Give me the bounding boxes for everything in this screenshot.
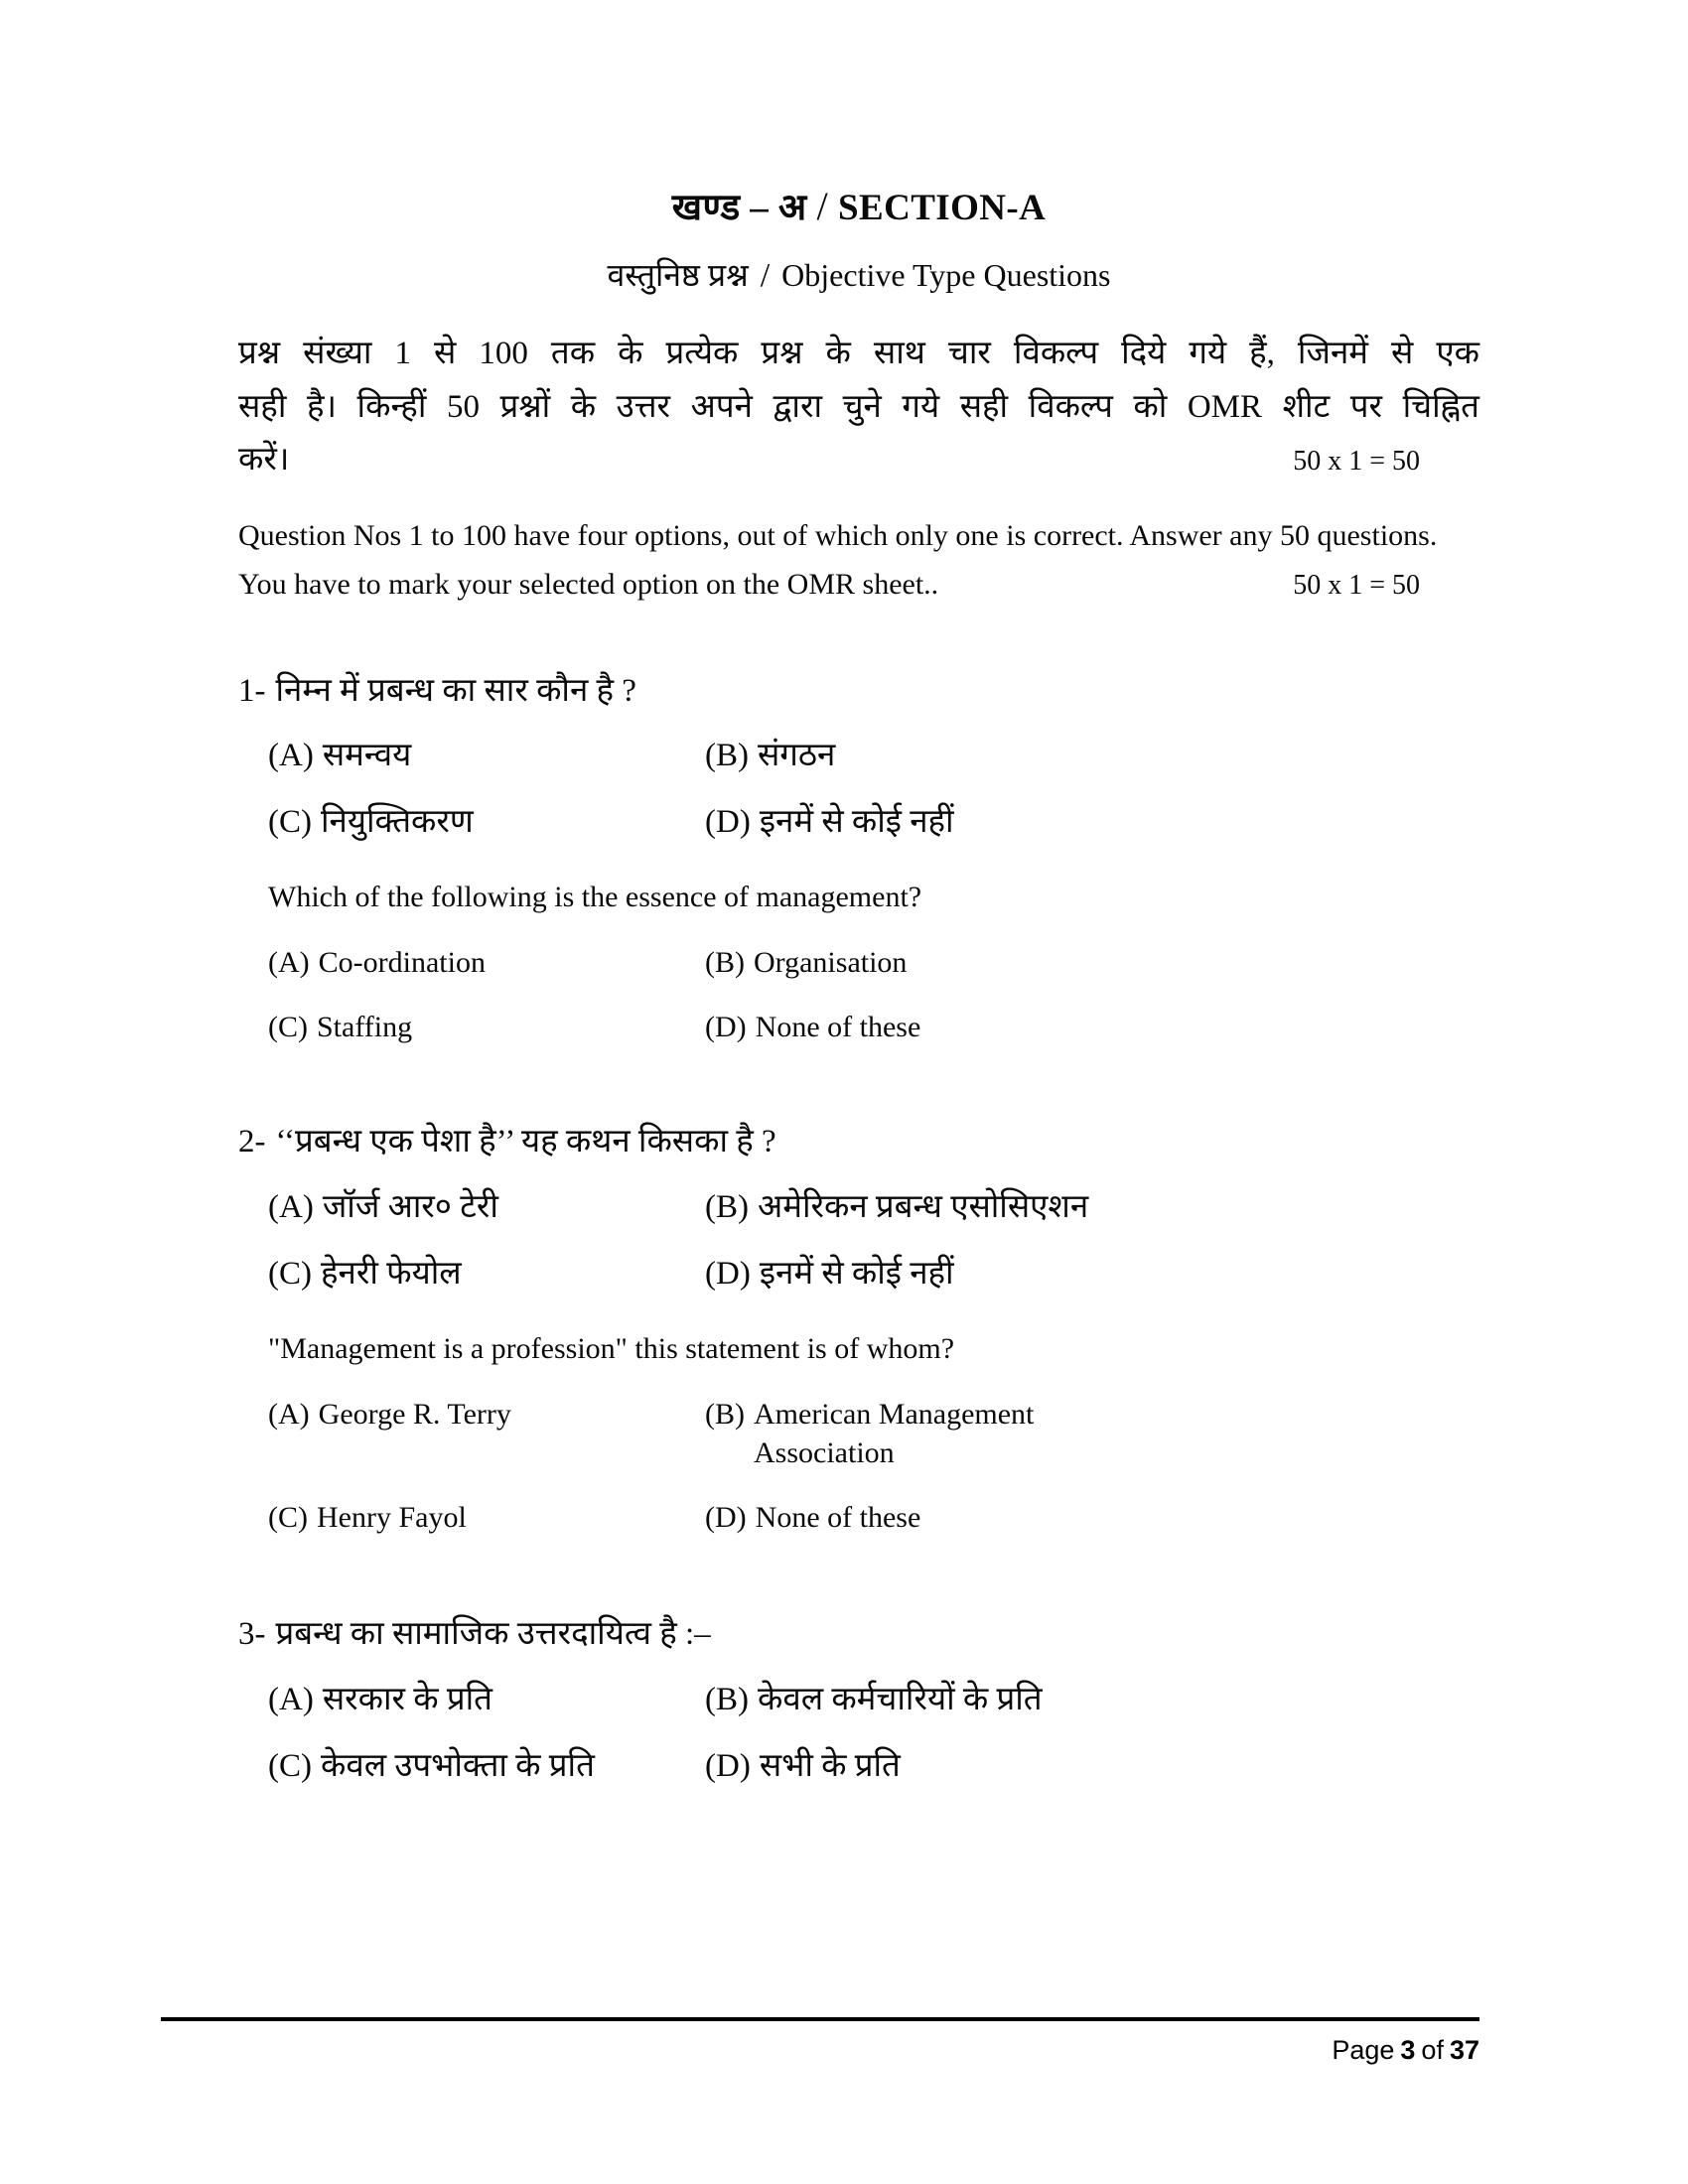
option-text: संगठन <box>758 738 836 774</box>
question-3-options-hindi <box>268 1679 1479 1788</box>
instructions-english-line-2: You have to mark your selected option on the OMR sheet.. <box>238 568 939 602</box>
option-row <box>268 1395 1479 1472</box>
instructions-english-line-2-row <box>238 561 1479 610</box>
option-label: (A) <box>268 1398 310 1432</box>
option-label: (A) <box>268 1189 314 1225</box>
option-text: नियुक्तिकरण <box>321 804 474 841</box>
question-1 <box>238 669 1479 1047</box>
footer-page-word: Page <box>1332 2035 1395 2065</box>
option-row <box>268 1745 1479 1788</box>
option-label: (B) <box>705 1189 749 1225</box>
question-2-option-hi-c[interactable] <box>268 1253 705 1296</box>
question-2 <box>238 1120 1479 1537</box>
option-row <box>268 943 1479 982</box>
question-1-options-english <box>268 943 1479 1046</box>
option-label: (D) <box>705 1255 751 1292</box>
option-text: George R. Terry <box>318 1398 511 1432</box>
option-row <box>268 1186 1479 1229</box>
page-content <box>238 0 1479 1788</box>
instructions-hindi-marks: 50 x 1 = 50 <box>1293 445 1420 477</box>
option-text: Henry Fayol <box>317 1501 467 1535</box>
option-label: (C) <box>268 1747 312 1784</box>
question-3 <box>238 1612 1479 1787</box>
question-3-option-hi-d[interactable] <box>705 1745 1142 1788</box>
option-label: (A) <box>268 1681 314 1717</box>
question-2-option-en-c[interactable] <box>268 1498 705 1537</box>
option-text: सभी के प्रति <box>759 1747 901 1784</box>
question-2-options-english <box>268 1395 1479 1537</box>
question-2-number: 2- <box>238 1124 266 1160</box>
question-3-option-hi-c[interactable] <box>268 1745 705 1788</box>
instructions-english-line-1: Question Nos 1 to 100 have four options, out of which only one is correct. Answer any 50 questions. <box>238 519 1438 553</box>
option-label: (B) <box>705 738 749 774</box>
option-label: (A) <box>268 738 314 774</box>
question-1-option-hi-a[interactable] <box>268 735 705 777</box>
question-3-stem-hindi-row <box>238 1612 1479 1657</box>
option-text: इनमें से कोई नहीं <box>759 1255 954 1292</box>
section-subtitle-hindi: वस्तुनिष्ठ प्रश्न <box>607 256 749 293</box>
question-1-option-en-a[interactable] <box>268 943 705 982</box>
option-label: (D) <box>705 1747 751 1784</box>
option-label: (C) <box>268 1011 308 1044</box>
section-heading <box>238 185 1479 229</box>
option-label: (D) <box>705 1011 747 1044</box>
instructions-hindi-line-3: करें। <box>238 441 290 478</box>
page-footer <box>161 2017 1479 2066</box>
footer-of-word: of <box>1421 2035 1444 2065</box>
question-1-option-en-d[interactable] <box>705 1008 1142 1046</box>
option-row <box>268 1008 1479 1046</box>
instructions-hindi-line-1: प्रश्न संख्या 1 से 100 तक के प्रत्येक प्रश्न के साथ चार विकल्प दिये गये हैं, जिनमें से एक <box>238 336 1479 372</box>
section-subtitle <box>238 257 1479 294</box>
option-text: केवल उपभोक्ता के प्रति <box>321 1747 595 1784</box>
option-label: (A) <box>268 946 310 980</box>
option-text: केवल कर्मचारियों के प्रति <box>758 1681 1043 1717</box>
question-3-number: 3- <box>238 1616 266 1653</box>
option-label: (C) <box>268 1501 308 1535</box>
question-2-option-en-a[interactable] <box>268 1395 705 1472</box>
option-text: समन्वय <box>322 738 412 774</box>
question-2-option-hi-d[interactable] <box>705 1253 1142 1296</box>
question-1-option-en-c[interactable] <box>268 1008 705 1046</box>
question-1-option-en-b[interactable] <box>705 943 1142 982</box>
option-label: (D) <box>705 804 751 841</box>
option-label: (D) <box>705 1501 747 1535</box>
question-1-stem-english: Which of the following is the essence of management? <box>268 880 922 913</box>
instructions-english <box>238 512 1479 609</box>
question-2-stem-hindi: ‘‘प्रबन्ध एक पेशा है’’ यह कथन किसका है ? <box>275 1124 776 1160</box>
question-2-stem-hindi-row <box>238 1120 1479 1164</box>
option-text: Organisation <box>754 946 908 980</box>
question-2-option-en-b[interactable] <box>705 1395 1142 1472</box>
page-number-indicator <box>161 2035 1479 2066</box>
option-label: (C) <box>268 804 312 841</box>
question-1-stem-hindi-row <box>238 669 1479 714</box>
section-heading-hindi: खण्ड – अ <box>671 188 807 228</box>
footer-total-pages: 37 <box>1449 2035 1479 2065</box>
question-2-stem-english: "Management is a profession" this statement is of whom? <box>268 1331 955 1365</box>
question-2-options-hindi <box>268 1186 1479 1296</box>
option-text: American Management Association <box>754 1398 1035 1470</box>
question-1-option-hi-d[interactable] <box>705 801 1142 844</box>
footer-page-number: 3 <box>1400 2035 1416 2065</box>
question-2-option-hi-a[interactable] <box>268 1186 705 1229</box>
option-row <box>268 735 1479 777</box>
section-heading-separator: / <box>816 184 829 228</box>
question-3-option-hi-a[interactable] <box>268 1679 705 1721</box>
option-text: इनमें से कोई नहीं <box>759 804 954 841</box>
option-text: अमेरिकन प्रबन्ध एसोसिएशन <box>758 1189 1089 1225</box>
instructions-english-marks: 50 x 1 = 50 <box>1293 570 1420 602</box>
question-1-option-hi-b[interactable] <box>705 735 1142 777</box>
option-text: Co-ordination <box>318 946 486 980</box>
instructions-hindi-line-2: सही है। किन्हीं 50 प्रश्नों के उत्तर अपने द्वारा चुने गये सही विकल्प को OMR शीट पर चिह्नित <box>238 388 1479 425</box>
option-text: None of these <box>755 1501 921 1535</box>
question-2-option-hi-b[interactable] <box>705 1186 1142 1229</box>
option-row <box>268 1498 1479 1537</box>
instructions-hindi-line-3-row <box>238 434 1479 486</box>
option-text: हेनरी फेयोल <box>321 1255 462 1292</box>
option-row <box>268 801 1479 844</box>
footer-divider <box>161 2017 1479 2021</box>
option-text: Staffing <box>317 1011 413 1044</box>
option-label: (B) <box>705 1681 749 1717</box>
option-label: (C) <box>268 1255 312 1292</box>
question-2-option-en-d[interactable] <box>705 1498 1142 1537</box>
question-1-option-hi-c[interactable] <box>268 801 705 844</box>
question-1-stem-hindi: निम्न में प्रबन्ध का सार कौन है ? <box>275 672 636 709</box>
section-subtitle-english: Objective Type Questions <box>781 256 1111 293</box>
question-3-stem-hindi: प्रबन्ध का सामाजिक उत्तरदायित्व है :– <box>275 1616 711 1653</box>
option-text: जॉर्ज आर० टेरी <box>322 1189 498 1225</box>
option-row <box>268 1679 1479 1721</box>
question-3-option-hi-b[interactable] <box>705 1679 1142 1721</box>
question-1-number: 1- <box>238 672 266 709</box>
question-1-options-hindi <box>268 735 1479 844</box>
option-row <box>268 1253 1479 1296</box>
option-label: (B) <box>705 946 745 980</box>
option-text: None of these <box>755 1011 921 1044</box>
section-subtitle-separator: / <box>760 256 771 294</box>
section-heading-english: SECTION-A <box>838 188 1047 228</box>
option-label: (B) <box>705 1398 745 1432</box>
instructions-hindi <box>238 328 1479 486</box>
option-text: सरकार के प्रति <box>322 1681 492 1717</box>
